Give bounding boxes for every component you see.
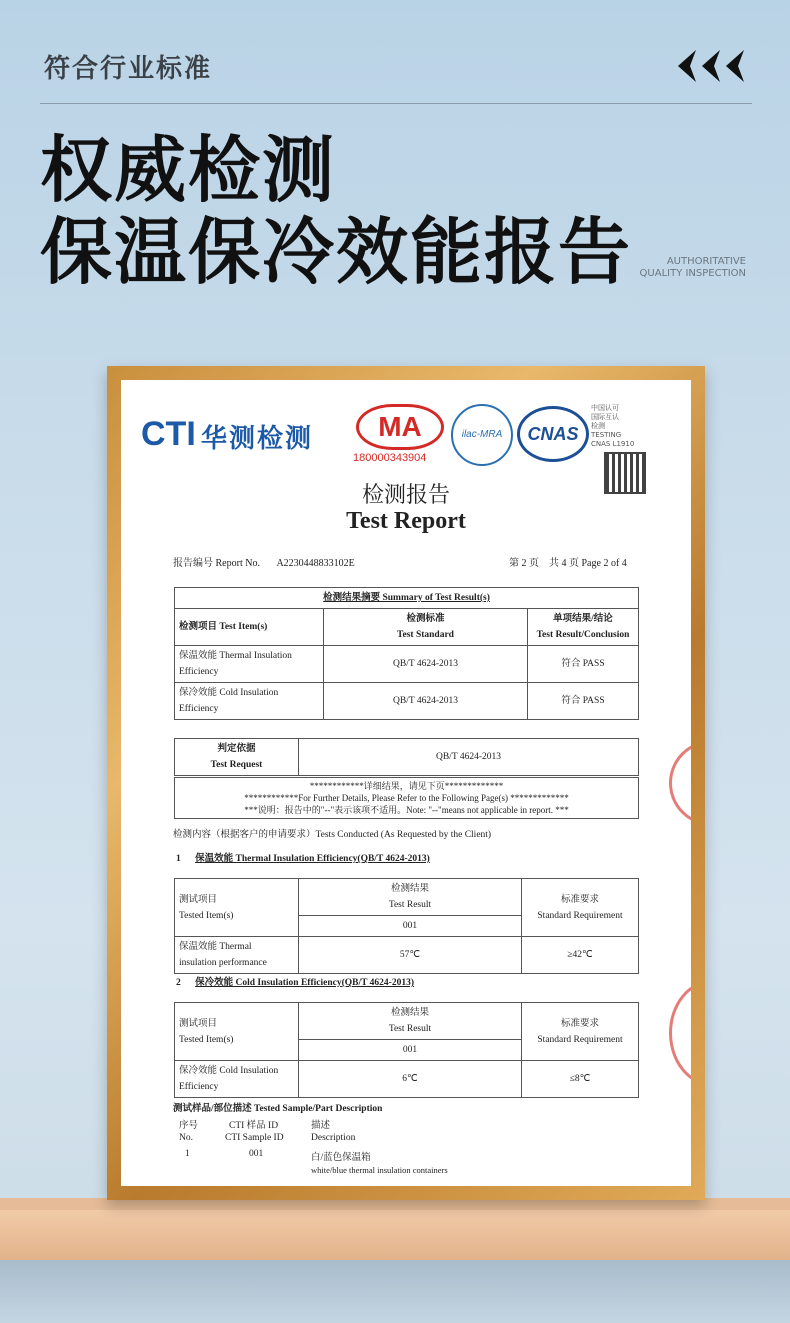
section1-title: 保温效能 Thermal Insulation Efficiency(QB/T 4624-2013) [195,854,430,864]
shelf [0,1210,790,1260]
section2-row-item-1: 保冷效能 Cold Insulation [179,1066,279,1076]
tag-line1: AUTHORITATIVE [666,256,746,267]
cnas-logo: CNAS [517,406,589,462]
details-note-3: ***说明：报告中的"--"表示该项不适用。Note: "--"means not applicable in report. *** [244,805,569,815]
summary-item-line1: 保冷效能 Cold Insulation [179,688,279,698]
headline-line2: 保温保冷效能报告 [40,210,633,294]
sample-h3-cn: 描述 [311,1121,331,1131]
cti-logo-cn: 华测检测 [201,424,314,454]
sample-no: 1 [185,1149,190,1159]
cma-number: 180000343904 [353,452,427,464]
section1-heading [176,850,430,864]
section1-h-req-en: Standard Requirement [537,910,623,921]
summary-col-standard-en: Test Standard [397,630,454,640]
section2-row-req: ≤8℃ [522,1061,639,1098]
table-row [175,937,639,974]
section1-h-result [299,879,522,916]
report-title-en: Test Report [346,508,466,534]
report-number-label: 报告编号 Report No. [173,558,260,569]
summary-item [175,683,324,720]
section1-h-result-en: Test Result [388,900,432,910]
sample-h2-en: CTI Sample ID [225,1133,284,1143]
section1-h-item [175,879,299,937]
summary-col-result-en: Test Result/Conclusion [536,630,630,640]
summary-result: 符合 PASS [528,683,639,720]
section1-row-result: 57℃ [299,937,522,974]
sample-desc-en: white/blue thermal insulation containers [311,1165,448,1175]
sample-h1-en: No. [179,1133,193,1143]
summary-col-result [528,609,639,646]
certificate-frame [107,366,705,1200]
section1-table [174,878,639,974]
summary-item-line2: Efficiency [179,667,219,677]
section2-table [174,1002,639,1098]
summary-caption: 检测结果摘要 Summary of Test Result(s) [175,588,639,609]
summary-standard: QB/T 4624-2013 [324,683,528,720]
seal-stamp-icon [669,980,691,1086]
tag-line2: QUALITY INSPECTION [639,268,746,279]
section1-row-item-1: 保温效能 Thermal [179,942,252,952]
cnas-note-2: 国际互认 [591,413,619,421]
tests-conducted: 检测内容（根据客户的申请要求）Tests Conducted (As Requested by the Client) [173,830,492,840]
summary-item-line1: 保温效能 Thermal Insulation [179,651,292,661]
ilac-logo: ilac-MRA [451,404,513,466]
section2-h-req-cn: 标准要求 [560,1018,599,1029]
summary-col-item: 检测项目 Test Item(s) [175,609,324,646]
cnas-note [591,404,634,449]
section2-h-item-en: Tested Item(s) [179,1034,234,1045]
cma-logo: MA [356,404,444,450]
cnas-note-5: CNAS L1910 [591,440,635,448]
section2-h-req [522,1003,639,1061]
summary-col-standard [324,609,528,646]
request-label-en: Test Request [210,760,263,770]
summary-item-line2: Efficiency [179,704,219,714]
section2-h-result-id: 001 [299,1040,522,1061]
section2-h-result [299,1003,522,1040]
sample-h3-en: Description [311,1133,356,1143]
table-row [175,646,639,683]
section1-h-req-cn: 标准要求 [560,894,599,905]
summary-col-result-cn: 单项结果/结论 [553,614,613,624]
table-row [175,683,639,720]
section2-row-item-2: Efficiency [179,1082,219,1092]
page-info: 第 2 页 共 4 页 Page 2 of 4 [509,558,627,569]
section2-row-item [175,1061,299,1098]
table-row [175,1061,639,1098]
section2-h-result-en: Test Result [388,1024,432,1034]
summary-table [174,587,639,720]
summary-standard: QB/T 4624-2013 [324,646,528,683]
section2-h-item-cn: 测试项目 [179,1018,218,1029]
report-number-value: A2230448833102E [276,558,355,569]
request-label [175,739,299,776]
sample-desc-cn: 白/蓝色保温箱 [311,1153,371,1163]
summary-item [175,646,324,683]
cti-logo: CTI [141,415,196,453]
triple-arrow-icon [676,44,748,88]
section2-h-item [175,1003,299,1061]
divider [40,103,752,104]
details-note [174,777,639,819]
shelf-shadow [0,1260,790,1323]
section1-h-req [522,879,639,937]
details-note-2: ************For Further Details, Please Refer to the Following Page(s) ************* [244,793,569,803]
section1-row-req: ≥42℃ [522,937,639,974]
section1-h-result-id: 001 [299,916,522,937]
cnas-note-3: 检测 [591,422,605,430]
summary-col-standard-cn: 检测标准 [406,614,445,624]
section1-h-result-cn: 检测结果 [390,884,429,894]
sample-id: 001 [249,1149,264,1159]
subtitle: 符合行业标准 [44,54,213,84]
headline-line1: 权威检测 [40,128,337,212]
section1-h-item-cn: 测试项目 [179,894,218,905]
seal-stamp-icon [669,740,691,826]
certificate-paper [121,380,691,1186]
section1-row-item-2: insulation performance [179,958,267,968]
sample-h1-cn: 序号 [179,1121,199,1131]
sample-title: 测试样品/部位描述 Tested Sample/Part Description [173,1104,383,1114]
section1-number: 1 [176,854,181,864]
section2-row-result: 6℃ [299,1061,522,1098]
section2-heading [176,974,414,988]
section2-title: 保冷效能 Cold Insulation Efficiency(QB/T 4624-2013) [195,978,414,988]
section2-h-req-en: Standard Requirement [537,1034,623,1045]
section2-number: 2 [176,978,181,988]
english-tag [636,256,746,280]
report-title-cn: 检测报告 [361,483,450,508]
report-number [173,554,355,569]
section1-row-item [175,937,299,974]
cnas-note-1: 中国认可 [591,404,619,412]
details-note-1: ************详细结果，请见下页************* [309,781,504,791]
section1-h-item-en: Tested Item(s) [179,910,234,921]
section2-h-result-cn: 检测结果 [390,1008,429,1018]
summary-result: 符合 PASS [528,646,639,683]
request-label-cn: 判定依据 [217,744,256,754]
sample-h2-cn: CTI 样品 ID [229,1121,279,1131]
request-table [174,738,639,776]
cnas-note-4: TESTING [591,431,622,439]
request-value: QB/T 4624-2013 [299,739,639,776]
